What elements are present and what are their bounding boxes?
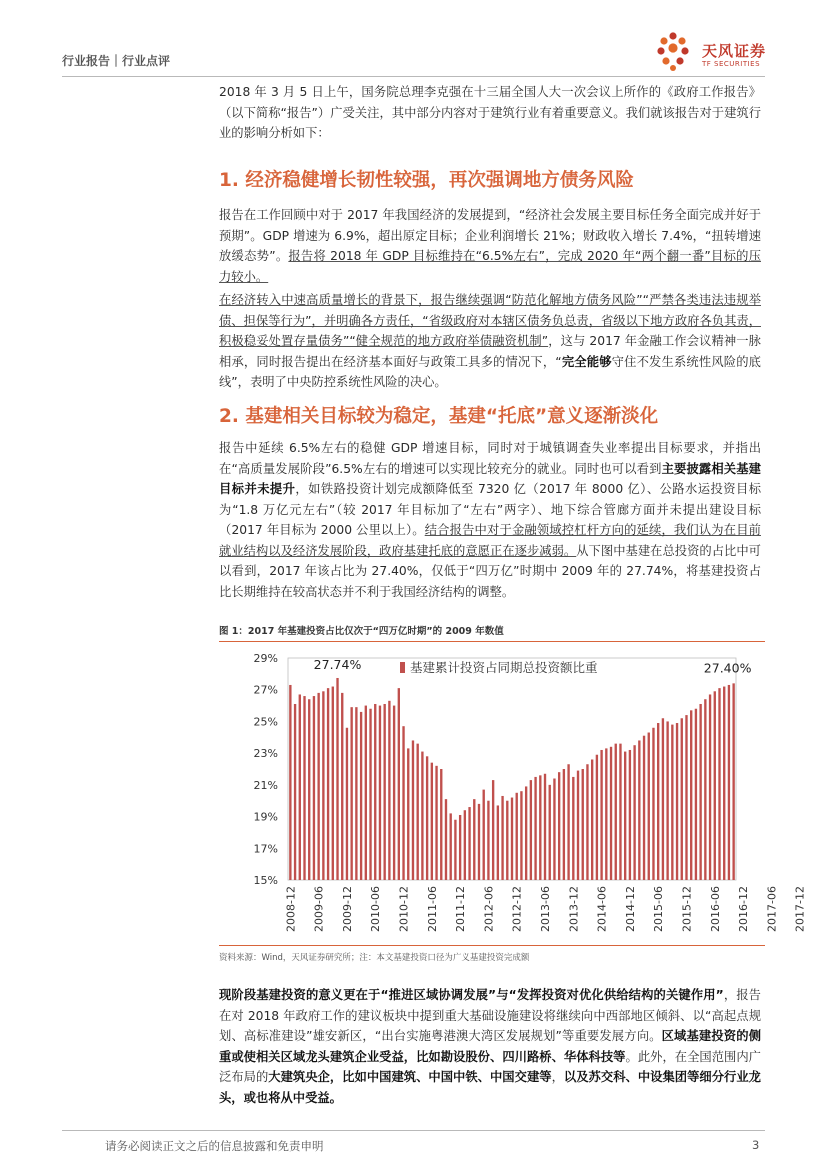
chart-bar	[666, 721, 668, 880]
section-2-title: 2. 基建相关目标较为稳定，基建“托底”意义逐渐淡化	[219, 406, 659, 427]
chart-bar	[440, 769, 442, 880]
chart-bar	[454, 820, 456, 880]
section-1-paragraph-1	[219, 205, 761, 287]
section-1-paragraph-2	[219, 290, 761, 393]
chart-bar	[407, 748, 409, 880]
chart-bar	[487, 801, 489, 880]
closing-paragraph	[219, 985, 761, 1108]
chart-bar	[638, 740, 640, 880]
chart-bar	[355, 707, 357, 880]
chart-bar	[714, 691, 716, 880]
chart-bar	[732, 683, 734, 880]
chart-bar	[388, 701, 390, 880]
footer-disclaimer: 请务必阅读正文之后的信息披露和免责申明	[105, 1139, 324, 1153]
chart-bar	[445, 799, 447, 880]
chart-bar	[421, 752, 423, 880]
company-logo-sub: TF SECURITIES	[702, 60, 761, 68]
section-1-p2-text: ，这与 2017 年金融工作会议精神一脉相承，同时报告提出在经济基本面好与政策工具多的情况下，“	[219, 334, 761, 369]
x-tick-label: 2011-06	[425, 886, 439, 932]
chart-bar	[308, 699, 310, 880]
x-tick-label: 2010-06	[369, 886, 383, 932]
y-tick-label: 15%	[253, 874, 278, 887]
chart-bar	[417, 744, 419, 880]
figure-source: 资料来源：Wind，天风证券研究所；注：本文基建投资口径为广义基建投资完成额	[219, 953, 530, 963]
chart-bar	[478, 804, 480, 880]
x-tick-label: 2013-12	[567, 886, 581, 932]
chart-bar	[690, 710, 692, 880]
chart-bar	[317, 693, 319, 880]
figure-top-rule	[219, 641, 765, 642]
chart-bar	[341, 693, 343, 880]
chart-bar	[577, 771, 579, 880]
chart-bar	[511, 798, 513, 880]
section-1-p1-underlined: 报告将 2018 年 GDP 目标维持在“6.5%左右”，完成 2020 年“两个翻一番”目标的压力较小。	[219, 249, 761, 284]
y-tick-label: 17%	[253, 842, 278, 856]
section-2-paragraph	[219, 438, 761, 602]
chart-bar	[365, 706, 367, 880]
chart-bar	[501, 796, 503, 880]
y-tick-label: 29%	[253, 652, 278, 665]
x-tick-label: 2015-06	[652, 886, 666, 932]
chart-bar	[464, 810, 466, 880]
chart-bar	[582, 769, 584, 880]
chart-bar	[313, 696, 315, 880]
chart-bar	[374, 704, 376, 880]
section-1-p2-underlined: 在经济转入中速高质量增长的背景下，报告继续强调“防范化解地方债务风险”“严禁各类违法违规举债、担保等行为”，并明确各方责任，“省级政府对本辖区债务负总责，省级以下地方政府各负其责，积极稳妥处置存量债务”“健全规范的地方政府举债融资机制”	[219, 293, 761, 348]
x-tick-label: 2017-12	[793, 886, 807, 932]
chart-bar	[596, 755, 598, 880]
page-number: 3	[752, 1138, 760, 1152]
chart-bar	[558, 772, 560, 880]
chart-bar	[610, 747, 612, 880]
y-tick-label: 19%	[253, 810, 278, 824]
chart-bar	[360, 712, 362, 880]
infrastructure-share-bar-chart	[220, 645, 807, 943]
chart-bar	[567, 764, 569, 880]
y-tick-label: 23%	[253, 747, 278, 761]
chart-bar	[412, 740, 414, 880]
y-tick-label: 27%	[253, 683, 278, 697]
chart-bar	[289, 685, 291, 880]
section-2-bold: 主要披露相关基建目标并未提升	[219, 461, 761, 496]
chart-bar	[516, 793, 518, 880]
y-tick-label: 25%	[253, 715, 278, 729]
chart-bar	[322, 691, 324, 880]
x-tick-label: 2017-06	[765, 886, 779, 932]
chart-bar	[327, 688, 329, 880]
chart-bar	[619, 744, 621, 880]
chart-bar	[294, 704, 296, 880]
chart-bar	[709, 694, 711, 880]
section-2-underlined: 结合报告中对于金融领域控杠杆方向的延续，我们认为在目前就业结构以及经济发展阶段，政府基建托底的意愿正在逐步减弱。	[219, 523, 761, 558]
chart-bar	[483, 790, 485, 880]
chart-bar	[549, 785, 551, 880]
chart-bar	[723, 687, 725, 880]
x-tick-label: 2012-06	[482, 886, 496, 932]
x-tick-label: 2009-06	[312, 886, 326, 932]
chart-bar	[336, 678, 338, 880]
chart-bar	[492, 780, 494, 880]
section-1-p1-text: 报告在工作回顾中对于 2017 年我国经济的发展提到，“经济社会发展主要目标任务全面完成并好于预期”。GDP 增速为 6.9%，超出原定目标；企业利润增长 21%；财政收入增长 7.4%，“扭转增速放缓态势”。	[219, 208, 761, 263]
x-tick-label: 2016-12	[737, 886, 751, 932]
chart-bar	[468, 807, 470, 880]
x-tick-label: 2012-12	[510, 886, 524, 932]
chart-bar	[718, 688, 720, 880]
chart-bar	[303, 696, 305, 880]
chart-bar	[553, 779, 555, 880]
legend-swatch	[400, 662, 405, 673]
x-tick-label: 2011-12	[454, 886, 468, 932]
chart-bar	[624, 752, 626, 880]
chart-bar	[506, 801, 508, 880]
chart-bar	[704, 699, 706, 880]
chart-bar	[648, 733, 650, 880]
chart-bar	[657, 723, 659, 880]
chart-bar	[473, 799, 475, 880]
figure-bottom-rule	[219, 945, 765, 946]
section-2-text-b: ，如铁路投资计划完成额降低至 7320 亿（2017 年 8000 亿）、公路水运投资目标为“1.8 万亿元左右”（较 2017 年目标加了“左右”两字）、地下综合管廊方面并未提出建设目标（2017 年目标为 2000 公里以上）。	[219, 482, 761, 537]
chart-bar	[346, 728, 348, 880]
chart-bar	[369, 709, 371, 880]
figure-title: 图 1：2017 年基建投资占比仅次于“四万亿时期”的 2009 年数值	[219, 626, 504, 637]
chart-bar	[379, 706, 381, 880]
y-tick-label: 21%	[253, 778, 278, 792]
chart-bar	[525, 786, 527, 880]
intro-paragraph: 2018 年 3 月 5 日上午，国务院总理李克强在十三届全国人大一次会议上所作的《政府工作报告》（以下简称“报告”）广受关注，其中部分内容对于建筑行业有着重要意义。我们就该报告对于建筑行业的影响分析如下：	[219, 85, 761, 140]
chart-bar	[332, 687, 334, 880]
closing-bold-2: 区域基建投资的侧重或使相关区域龙头建筑企业受益，比如勘设股份、四川路桥、华体科技等	[219, 1029, 761, 1064]
annotation-2009-peak: 27.74%	[313, 656, 362, 672]
chart-bar	[383, 704, 385, 880]
chart-bar	[459, 815, 461, 880]
x-tick-label: 2013-06	[539, 886, 553, 932]
footer-divider	[62, 1130, 765, 1131]
chart-bar	[685, 715, 687, 880]
x-tick-label: 2014-06	[595, 886, 609, 932]
chart-bar	[699, 704, 701, 880]
chart-bar	[534, 777, 536, 880]
x-tick-label: 2014-12	[623, 886, 637, 932]
chart-bar	[681, 718, 683, 880]
x-tick-label: 2009-12	[340, 886, 354, 932]
header-divider	[62, 76, 765, 77]
closing-bold-1: 现阶段基建投资的意义更在于“推进区域协调发展”与“发挥投资对优化供给结构的关键作用”	[219, 988, 724, 1002]
company-logo-name: 天风证券	[702, 42, 767, 60]
chart-bar	[586, 764, 588, 880]
chart-bar	[662, 718, 664, 880]
legend-label: 基建累计投资占同期总投资额比重	[410, 660, 598, 675]
chart-bar	[572, 777, 574, 880]
chart-bar	[426, 756, 428, 880]
chart-bar	[539, 775, 541, 880]
chart-bar	[563, 769, 565, 880]
chart-bar	[520, 791, 522, 880]
chart-bar	[633, 745, 635, 880]
chart-bar	[398, 688, 400, 880]
chart-bar	[629, 750, 631, 880]
chart-bar	[695, 709, 697, 880]
x-tick-label: 2016-06	[708, 886, 722, 932]
chart-bar	[435, 766, 437, 880]
section-1-title: 1. 经济稳健增长韧性较强，再次强调地方债务风险	[219, 170, 634, 191]
section-1-p2-bold: 完全能够	[561, 354, 612, 369]
closing-bold-3: 大建筑央企，比如中国建筑、中国中铁、中国交建等	[268, 1070, 552, 1084]
chart-bar	[299, 694, 301, 880]
chart-bar	[591, 759, 593, 880]
chart-bar	[728, 685, 730, 880]
chart-bar	[544, 774, 546, 880]
chart-bar	[671, 725, 673, 880]
section-2-text-c: 从下图中基建在总投资的占比中可以看到，2017 年该占比为 27.40%，仅低于“四万亿”时期中 2009 年的 27.74%，将基建投资占比长期维持在较高状态并不利于我国经济结构的调整。	[219, 543, 761, 599]
chart-bar	[615, 744, 617, 880]
chart-bar	[497, 805, 499, 880]
chart-bar	[530, 780, 532, 880]
closing-text-3: ，	[551, 1070, 564, 1084]
chart-bar	[450, 813, 452, 880]
x-tick-label: 2015-12	[680, 886, 694, 932]
chart-bar	[393, 706, 395, 880]
chart-bar	[402, 726, 404, 880]
section-1-p2-text-end: 守住不发生系统性风险的底线”，表明了中央防控系统性风险的决心。	[219, 354, 761, 389]
header-breadcrumb: 行业报告｜行业点评	[62, 54, 171, 68]
chart-bar	[350, 707, 352, 880]
x-tick-label: 2008-12	[284, 886, 298, 932]
x-tick-label: 2010-12	[397, 886, 411, 932]
chart-bar	[605, 748, 607, 880]
chart-bar	[600, 750, 602, 880]
chart-bar	[643, 736, 645, 880]
closing-bold-4: 以及苏交科、中设集团等细分行业龙头，或也将从中受益。	[219, 1070, 761, 1105]
closing-text-2: 。此外，在全国范围内广泛布局的	[219, 1049, 761, 1084]
chart-bar	[652, 728, 654, 880]
chart-bar	[676, 723, 678, 880]
closing-text-1: ，报告在对 2018 年政府工作的建议板块中提到重大基础设施建设将继续向中西部地区倾斜、以“高起点规划、高标准建设”雄安新区，“出台实施粤港澳大湾区发展规划”等重要发展方向。	[219, 988, 761, 1043]
annotation-2017-value: 27.40%	[703, 660, 752, 676]
chart-bar	[431, 763, 433, 880]
section-2-text-a: 报告中延续 6.5%左右的稳健 GDP 增速目标，同时对于城镇调查失业率提出目标要求，并指出在“高质量发展阶段”6.5%左右的增速可以实现比较充分的就业。同时也可以看到	[219, 441, 761, 476]
